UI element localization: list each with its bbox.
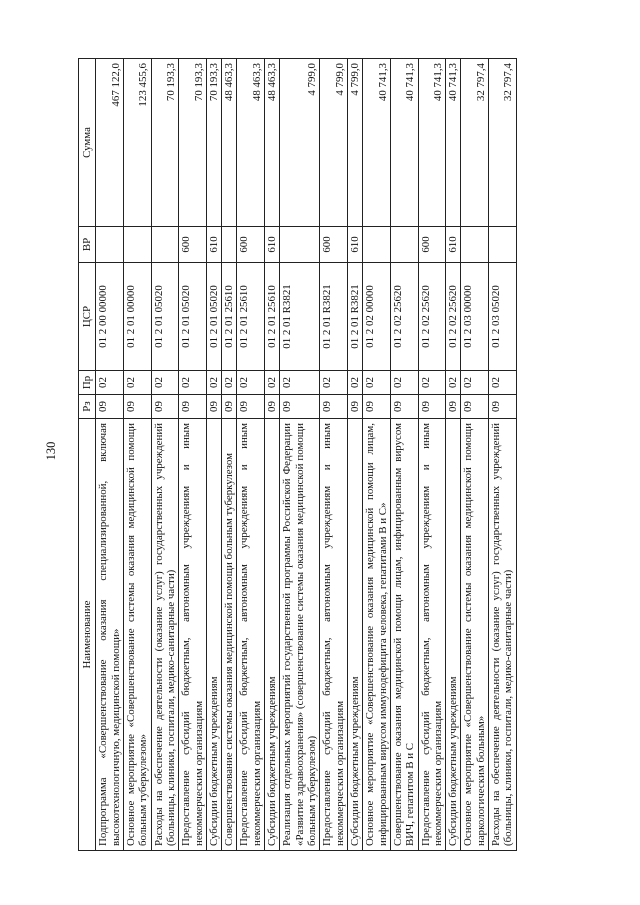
row-rz: 09 [123, 395, 151, 419]
table-row [489, 59, 517, 851]
table-row [446, 59, 461, 851]
budget-table [78, 58, 517, 851]
row-rz: 09 [446, 395, 461, 419]
table-row [280, 59, 320, 851]
row-vr [96, 227, 124, 263]
row-pr: 02 [390, 371, 418, 395]
table-header-row [79, 59, 96, 851]
row-rz: 09 [390, 395, 418, 419]
table-row [320, 59, 348, 851]
row-sum: 40 741,3 [418, 59, 446, 227]
table-row [151, 59, 179, 851]
row-name: Подпрограмма «Совершенствование оказания специализированной, включая высокотехнологичную, медицинской помощи» [96, 419, 124, 851]
table-row [347, 59, 362, 851]
row-name: Расходы на обеспечение деятельности (оказание услуг) государственных учреждений (больницы, клиники, госпитали, медико-санитарные части) [151, 419, 179, 851]
row-csr: 01 2 03 00000 [461, 263, 489, 371]
row-vr [222, 227, 237, 263]
row-sum: 70 193,3 [151, 59, 179, 227]
row-sum: 48 463,3 [237, 59, 265, 227]
row-vr: 600 [320, 227, 348, 263]
row-sum: 40 741,3 [390, 59, 418, 227]
budget-table-container [78, 59, 536, 851]
row-pr: 02 [179, 371, 207, 395]
row-sum: 70 193,3 [206, 59, 221, 227]
row-vr: 610 [347, 227, 362, 263]
header-vr: ВР [79, 227, 96, 263]
row-name: Субсидии бюджетным учреждениям [206, 419, 221, 851]
row-vr [390, 227, 418, 263]
row-csr: 01 2 02 00000 [363, 263, 391, 371]
header-pr: Пр [79, 371, 96, 395]
row-rz: 09 [96, 395, 124, 419]
row-vr: 610 [265, 227, 280, 263]
row-pr: 02 [363, 371, 391, 395]
row-csr: 01 2 03 05020 [489, 263, 517, 371]
row-sum: 4 799,0 [320, 59, 348, 227]
row-pr: 02 [265, 371, 280, 395]
row-rz: 09 [222, 395, 237, 419]
row-name: Совершенствование оказания медицинской помощи лицам, инфицированным вирусом ВИЧ, гепатитом В и С [390, 419, 418, 851]
row-pr: 02 [280, 371, 320, 395]
table-row [179, 59, 207, 851]
row-sum: 123 455,6 [123, 59, 151, 227]
row-rz: 09 [179, 395, 207, 419]
row-name: Субсидии бюджетным учреждениям [347, 419, 362, 851]
row-pr: 02 [320, 371, 348, 395]
row-csr: 01 2 01 R3821 [320, 263, 348, 371]
row-sum: 40 741,3 [446, 59, 461, 227]
row-pr: 02 [151, 371, 179, 395]
row-vr [280, 227, 320, 263]
row-csr: 01 2 01 25610 [222, 263, 237, 371]
row-sum: 4 799,0 [347, 59, 362, 227]
row-csr: 01 2 01 25610 [237, 263, 265, 371]
row-sum: 48 463,3 [222, 59, 237, 227]
table-row [461, 59, 489, 851]
row-rz: 09 [280, 395, 320, 419]
row-vr [123, 227, 151, 263]
row-csr: 01 2 01 05020 [179, 263, 207, 371]
row-name: Субсидии бюджетным учреждениям [446, 419, 461, 851]
row-pr: 02 [461, 371, 489, 395]
row-sum: 4 799,0 [280, 59, 320, 227]
table-row [390, 59, 418, 851]
row-sum: 32 797,4 [461, 59, 489, 227]
row-pr: 02 [96, 371, 124, 395]
row-pr: 02 [206, 371, 221, 395]
row-pr: 02 [418, 371, 446, 395]
row-name: Совершенствование системы оказания медицинской помощи больным туберкулезом [222, 419, 237, 851]
row-name: Предоставление субсидий бюджетным, автономным учреждениям и иным некоммерческим организациям [237, 419, 265, 851]
header-name: Наименование [79, 419, 96, 851]
row-csr: 01 2 01 05020 [206, 263, 221, 371]
row-vr: 600 [418, 227, 446, 263]
row-rz: 09 [363, 395, 391, 419]
row-name: Основное мероприятие «Совершенствование системы оказания медицинской помощи больным туберкулезом» [123, 419, 151, 851]
row-sum: 48 463,3 [265, 59, 280, 227]
row-rz: 09 [418, 395, 446, 419]
row-csr: 01 2 01 05020 [151, 263, 179, 371]
table-row [222, 59, 237, 851]
row-csr: 01 2 01 R3821 [347, 263, 362, 371]
row-name: Реализация отдельных мероприятий государственной программы Российской Федерации «Развитие здравоохранения» (совершенствование системы оказания медицинской помощи больным туберкулезом) [280, 419, 320, 851]
row-vr [363, 227, 391, 263]
row-rz: 09 [237, 395, 265, 419]
row-vr: 600 [237, 227, 265, 263]
row-rz: 09 [151, 395, 179, 419]
row-name: Основное мероприятие «Совершенствование системы оказания медицинской помощи наркологическим больным» [461, 419, 489, 851]
row-name: Основное мероприятие «Совершенствование оказания медицинской помощи лицам, инфицированным вирусом иммунодефицита человека, гепатитами В и С» [363, 419, 391, 851]
row-sum: 40 741,3 [363, 59, 391, 227]
row-csr: 01 2 01 R3821 [280, 263, 320, 371]
header-rz: Рз [79, 395, 96, 419]
row-rz: 09 [461, 395, 489, 419]
row-name: Предоставление субсидий бюджетным, автономным учреждениям и иным некоммерческим организациям [179, 419, 207, 851]
row-vr [151, 227, 179, 263]
table-row [265, 59, 280, 851]
page-number: 130 [44, 441, 58, 461]
table-row [123, 59, 151, 851]
row-name: Расходы на обеспечение деятельности (оказание услуг) государственных учреждений (больницы, клиники, госпитали, медико-санитарные части) [489, 419, 517, 851]
row-csr: 01 2 01 25610 [265, 263, 280, 371]
row-csr: 01 2 02 25620 [390, 263, 418, 371]
row-vr: 610 [446, 227, 461, 263]
row-name: Субсидии бюджетным учреждениям [265, 419, 280, 851]
table-row [363, 59, 391, 851]
row-sum: 70 193,3 [179, 59, 207, 227]
row-pr: 02 [222, 371, 237, 395]
row-csr: 01 2 02 25620 [446, 263, 461, 371]
row-pr: 02 [489, 371, 517, 395]
row-rz: 09 [265, 395, 280, 419]
row-csr: 01 2 01 00000 [123, 263, 151, 371]
row-sum: 32 797,4 [489, 59, 517, 227]
row-rz: 09 [347, 395, 362, 419]
row-rz: 09 [489, 395, 517, 419]
row-vr [489, 227, 517, 263]
row-sum: 467 122,0 [96, 59, 124, 227]
row-vr: 610 [206, 227, 221, 263]
header-csr: ЦСР [79, 263, 96, 371]
row-csr: 01 2 02 25620 [418, 263, 446, 371]
row-rz: 09 [206, 395, 221, 419]
row-name: Предоставление субсидий бюджетным, автономным учреждениям и иным некоммерческим организациям [320, 419, 348, 851]
row-pr: 02 [446, 371, 461, 395]
table-row [206, 59, 221, 851]
row-pr: 02 [347, 371, 362, 395]
row-csr: 01 2 00 00000 [96, 263, 124, 371]
row-pr: 02 [237, 371, 265, 395]
row-vr [461, 227, 489, 263]
table-row [237, 59, 265, 851]
row-pr: 02 [123, 371, 151, 395]
table-row [96, 59, 124, 851]
row-name: Предоставление субсидий бюджетным, автономным учреждениям и иным некоммерческим организациям [418, 419, 446, 851]
row-vr: 600 [179, 227, 207, 263]
header-sum: Сумма [79, 59, 96, 227]
row-rz: 09 [320, 395, 348, 419]
table-row [418, 59, 446, 851]
